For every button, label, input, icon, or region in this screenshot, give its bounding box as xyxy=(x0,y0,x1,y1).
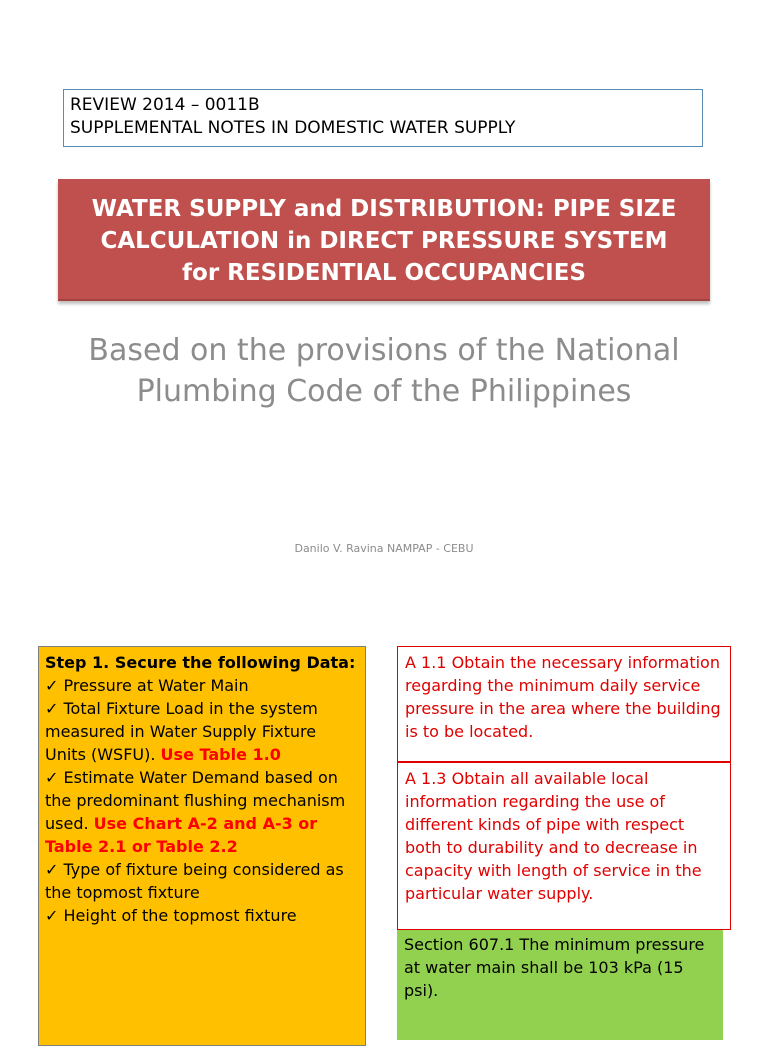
section-607-1-text: Section 607.1 The minimum pressure at water main shall be 103 kPa (15 psi). xyxy=(404,935,705,1000)
step1-item-demand xyxy=(45,766,359,858)
review-box xyxy=(63,89,703,147)
author-credit: Danilo V. Ravina NAMPAP - CEBU xyxy=(294,542,474,555)
review-number: REVIEW 2014 – 0011B xyxy=(70,95,260,115)
step1-heading: Step 1. Secure the following Data: xyxy=(45,653,356,672)
step1-item-pressure: ✓ Pressure at Water Main xyxy=(45,676,249,695)
step1-item-fixture-load xyxy=(45,697,359,766)
step1-item-fixture-type: ✓ Type of fixture being considered as the topmost fixture xyxy=(45,860,344,902)
note-a13-text: A 1.3 Obtain all available local information regarding the use of different kinds of pipe with respect both to durability and to decrease in capacity with length of service in the particular water supply. xyxy=(405,769,702,903)
subtitle: Based on the provisions of the National Plumbing Code of the Philippines xyxy=(88,333,680,409)
review-subject: SUPPLEMENTAL NOTES IN DOMESTIC WATER SUPPLY xyxy=(70,118,516,138)
step1-item-fixture-load-text: ✓ Total Fixture Load in the system measured in Water Supply Fixture Units (WSFU). xyxy=(45,699,318,764)
step1-item-fixture-load-ref: Use Table 1.0 xyxy=(160,745,281,764)
note-a11-text: A 1.1 Obtain the necessary information regarding the minimum daily service pressure in the area where the building is to be located. xyxy=(405,653,721,741)
step1-item-demand-text: ✓ Estimate Water Demand based on the predominant flushing mechanism used. xyxy=(45,768,346,833)
step1-box xyxy=(38,646,366,1046)
title-banner xyxy=(58,179,710,301)
note-a13-box xyxy=(397,762,731,930)
step1-item-demand-ref: Use Chart A-2 and A-3 or Table 2.1 or Table 2.2 xyxy=(45,814,318,856)
note-a11-box xyxy=(397,646,731,762)
page-title: WATER SUPPLY and DISTRIBUTION: PIPE SIZE CALCULATION in DIRECT PRESSURE SYSTEM for RESIDENTIAL OCCUPANCIES xyxy=(91,196,677,286)
step1-item-height: ✓ Height of the topmost fixture xyxy=(45,906,297,925)
